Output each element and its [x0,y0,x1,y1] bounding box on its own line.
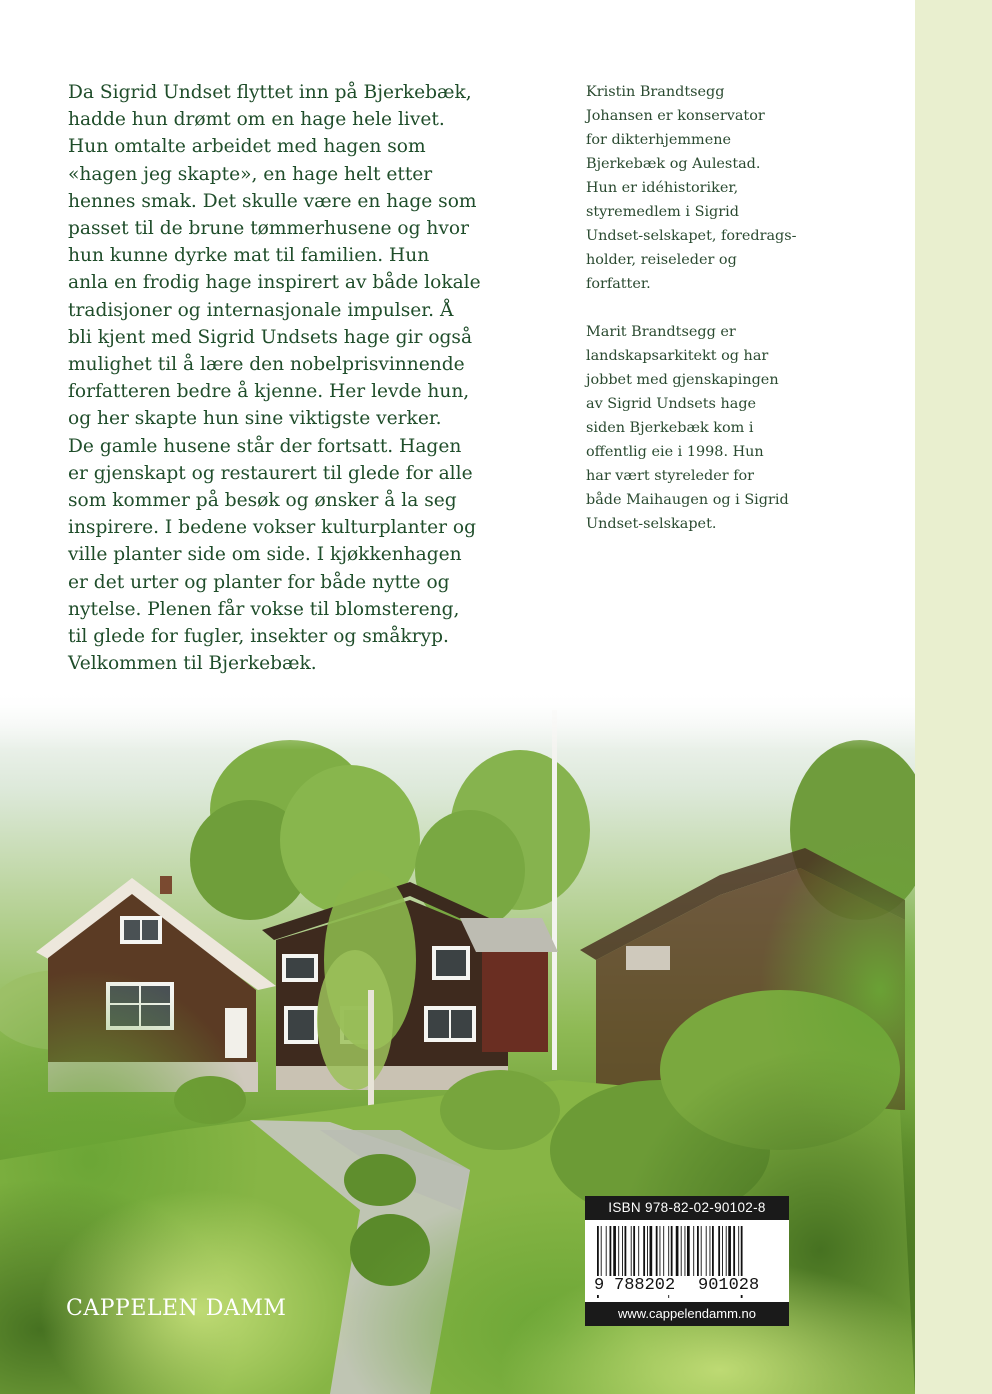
author-bio-line: holder, reiseleder og [586,252,737,268]
barcode-bar [610,1226,612,1276]
barcode-bar [625,1226,627,1276]
text-line: er gjenskapt og restaurert til glede for alle [68,462,473,484]
barcode-bar [697,1226,699,1276]
author-bio-line: for dikterhjemmene [586,132,731,148]
text-line: og her skapte hun sine viktigste verker. [68,408,442,430]
barcode-bar [693,1226,694,1276]
main-description [68,79,508,677]
text-line: Da Sigrid Undset flyttet inn på Bjerkebæk, [68,82,472,103]
text-line: som kommer på besøk og ønsker å la seg [68,490,457,512]
barcode-bar [718,1226,720,1276]
barcode-digits-right: 901028 [698,1276,760,1295]
barcode-bar [685,1226,686,1276]
isbn-label: ISBN 978-82-02-90102-8 [585,1196,789,1220]
text-line: er det urter og planter for både nytte og [68,571,450,593]
author-bio-line: forfatter. [586,276,651,292]
barcode-digit-first: 9 [594,1276,605,1295]
barcode-bar [656,1226,658,1276]
barcode-bar [663,1226,664,1276]
isbn-barcode-box [585,1196,789,1326]
text-line: ville planter side om side. I kjøkkenhagen [68,544,462,566]
text-line: forfatteren bedre å kjenne. Her levde hun, [68,381,470,403]
author-bio-line: landskapsarkitekt og har [586,348,769,364]
barcode-bar [622,1226,623,1276]
barcode-bar [701,1226,702,1276]
barcode-bar [738,1226,739,1276]
barcode-bar [633,1226,635,1276]
author-bio-line: har vært styreleder for [586,468,755,484]
barcode-bar [728,1226,731,1276]
barcode-bar [671,1226,673,1276]
text-line: «hagen jeg skapte», en hage helt etter [68,163,433,185]
barcode-bar [618,1226,619,1276]
text-line: Hun omtalte arbeidet med hagen som [68,136,426,158]
barcode-bar [733,1226,735,1276]
text-line: De gamle husene står der fortsatt. Hagen [68,435,462,457]
barcode-bar [681,1226,682,1276]
barcode-bar [606,1226,607,1276]
author-bio-line: jobbet med gjenskapingen [586,372,779,388]
text-line: passet til de brune tømmerhusene og hvor [68,218,469,240]
barcode-bar [647,1226,648,1276]
author-bio-marit [586,320,846,536]
author-bio-line: styremedlem i Sigrid [586,204,739,220]
text-line: Velkommen til Bjerkebæk. [68,653,317,675]
barcode-bar [676,1226,679,1276]
author-bio-line: Johansen er konservator [586,108,765,124]
spine-strip [915,0,992,1394]
text-line: til glede for fugler, insekter og småkryp. [68,626,449,648]
text-line: tradisjoner og internasjonale impulser. Å [68,299,454,321]
author-bio-line: Hun er idéhistoriker, [586,180,739,196]
author-bio-line: både Maihaugen og i Sigrid [586,492,789,508]
author-bio-line: av Sigrid Undsets hage [586,396,757,412]
text-line: hennes smak. Det skulle være en hage som [68,190,477,212]
barcode-digits [593,1276,783,1298]
author-bio-line: Undset-selskapet, foredrags- [586,228,797,244]
author-bio-line: Undset-selskapet. [586,516,717,532]
publisher-logo: CAPPELEN DAMM [66,1296,287,1321]
barcode-bar [613,1226,616,1276]
barcode-bar [712,1226,714,1276]
barcode-digits-left: 788202 [614,1276,676,1295]
text-line: hadde hun drømt om en hage hele livet. [68,109,445,131]
text-line: bli kjent med Sigrid Undsets hage gir også [68,326,473,348]
author-bio-line: Marit Brandtsegg er [586,324,736,340]
text-line: mulighet til å lære den nobelprisvinnende [68,354,465,376]
barcode-bar [638,1226,639,1276]
barcode-bar [722,1226,723,1276]
barcode-bar [687,1226,690,1276]
barcode-bar [710,1226,711,1276]
barcode-bar [643,1226,645,1276]
text-line: anla en frodig hage inspirert av både lokale [68,272,481,294]
author-bio-line: Bjerkebæk og Aulestad. [586,156,761,172]
publisher-website: www.cappelendamm.no [585,1302,789,1326]
barcode-bar [631,1226,632,1276]
barcode-bar [650,1226,653,1276]
barcode-bar [601,1226,602,1276]
barcode-bar [706,1226,707,1276]
author-bio-line: Kristin Brandtsegg [586,84,725,100]
barcode-bar [726,1226,727,1276]
author-bio-kristin [586,80,846,296]
text-line: hun kunne dyrke mat til familien. Hun [68,245,430,267]
text-line: inspirere. I bedene vokser kulturplanter og [68,517,476,539]
barcode-bar [660,1226,661,1276]
text-line: nytelse. Plenen får vokse til blomstereng, [68,598,460,620]
author-bio-line: offentlig eie i 1998. Hun [586,444,764,460]
author-bio-line: siden Bjerkebæk kom i [586,420,754,436]
